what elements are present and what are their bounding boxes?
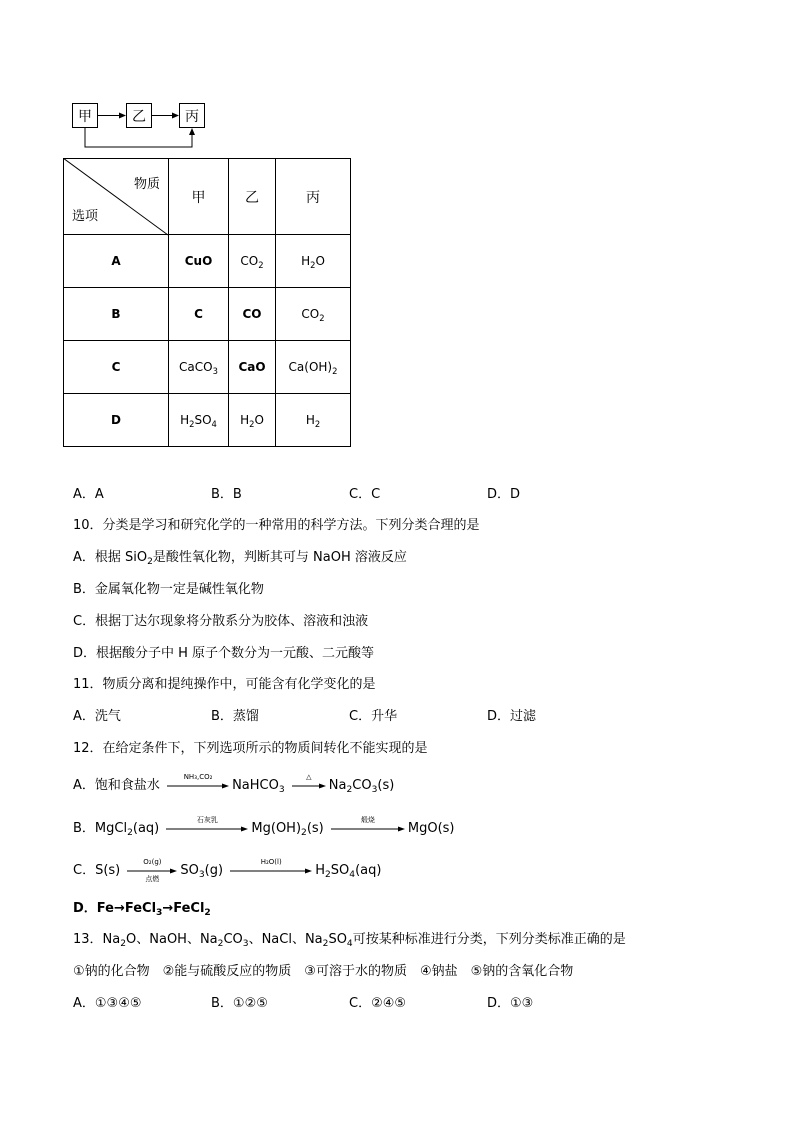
reaction-arrow: 煅烧 xyxy=(331,825,405,833)
q10-option-a: A．根据 SiO$_2$是酸性氧化物，判断其可与 NaOH 溶液反应 xyxy=(73,550,407,567)
row-b-bing: $CO_2$ xyxy=(276,288,351,341)
reaction-arrow: NH₃,CO₂ xyxy=(167,782,229,790)
box-yi: 乙 xyxy=(126,103,152,128)
q11-option-a: A．洗气 xyxy=(73,709,121,724)
q9-option-c: C．C xyxy=(349,487,381,502)
q12-stem: 12．在给定条件下，下列选项所示的物质间转化不能实现的是 xyxy=(73,741,428,756)
row-d-yi: $H_2O$ xyxy=(229,394,276,447)
row-a-bing: $H_2O$ xyxy=(276,235,351,288)
row-b-jia: C xyxy=(169,288,229,341)
row-c-option: C xyxy=(64,341,169,394)
q13-option-b: B．①②⑤ xyxy=(211,996,268,1011)
header-bing: 丙 xyxy=(276,159,351,235)
q11-stem: 11．物质分离和提纯操作中，可能含有化学变化的是 xyxy=(73,677,376,692)
table-header-diagonal: 物质 选项 xyxy=(64,159,169,235)
q12-option-c: C．S(s) O₂(g) 点燃 $SO_3(g)$ H₂O(l) $H_2SO_4(aq)$ xyxy=(73,857,382,883)
q10-option-b: B．金属氧化物一定是碱性氧化物 xyxy=(73,582,264,597)
arrow-icon xyxy=(167,782,229,790)
header-jia: 甲 xyxy=(169,159,229,235)
q12-option-d: D．Fe→FeCl$_3$→FeCl$_2$ xyxy=(73,901,211,918)
box-jia: 甲 xyxy=(72,103,98,128)
q12-option-a: A．饱和食盐水 NH₃,CO₂ NaHCO$_3$ △ $Na_2CO_3(s)$ xyxy=(73,772,395,795)
q12-option-b: B．MgCl$_2$(aq) 石灰乳 $Mg(OH)_2(s)$ 煅烧 MgO(s) xyxy=(73,815,455,838)
header-yi: 乙 xyxy=(229,159,276,235)
reaction-arrow: 石灰乳 xyxy=(166,825,248,833)
row-b-option: B xyxy=(64,288,169,341)
row-a-jia: CuO xyxy=(169,235,229,288)
row-d-jia: $H_2SO_4$ xyxy=(169,394,229,447)
q9-option-d: D．D xyxy=(487,487,521,502)
q11-option-c: C．升华 xyxy=(349,709,398,724)
arrow-icon xyxy=(292,782,326,790)
q10-option-c: C．根据丁达尔现象将分散系分为胶体、溶液和浊液 xyxy=(73,614,369,629)
arrow-icon xyxy=(127,867,177,875)
q10-stem: 10．分类是学习和研究化学的一种常用的科学方法。下列分类合理的是 xyxy=(73,518,480,533)
row-c-yi: CaO xyxy=(229,341,276,394)
q13-option-a: A．①③④⑤ xyxy=(73,996,142,1011)
q11-option-d: D．过滤 xyxy=(487,709,537,724)
table-diagonal-line xyxy=(63,158,169,236)
row-d-bing: $H_2$ xyxy=(276,394,351,447)
box-bing: 丙 xyxy=(179,103,205,128)
arrow-icon xyxy=(230,867,312,875)
row-d-option: D xyxy=(64,394,169,447)
row-a-yi: $CO_2$ xyxy=(229,235,276,288)
row-a-option: A xyxy=(64,235,169,288)
q10-option-d: D．根据酸分子中 H 原子个数分为一元酸、二元酸等 xyxy=(73,646,375,661)
q13-option-c: C．②④⑤ xyxy=(349,996,407,1011)
reaction-arrow: H₂O(l) xyxy=(230,867,312,875)
q11-option-b: B．蒸馏 xyxy=(211,709,259,724)
row-c-bing: $Ca(OH)_2$ xyxy=(276,341,351,394)
q13-option-d: D．①③ xyxy=(487,996,534,1011)
arrow-icon xyxy=(331,825,405,833)
diagram-arrows xyxy=(60,95,220,160)
q9-option-a: A．A xyxy=(73,487,104,502)
row-c-jia: CaCO$_3$ xyxy=(169,341,229,394)
reaction-arrow: △ xyxy=(292,782,326,790)
q13-criteria: ①钠的化合物 ②能与硫酸反应的物质 ③可溶于水的物质 ④钠盐 ⑤钠的含氧化合物 xyxy=(73,964,574,979)
row-b-yi: CO xyxy=(229,288,276,341)
arrow-icon xyxy=(166,825,248,833)
q9-option-b: B．B xyxy=(211,487,242,502)
reaction-arrow: O₂(g) 点燃 xyxy=(127,867,177,875)
q13-stem: 13．$Na_2O$、NaOH、$Na_2CO_3$、NaCl、$Na_2SO_4$可按某种标准进行分类，下列分类标准正确的是 xyxy=(73,932,626,949)
